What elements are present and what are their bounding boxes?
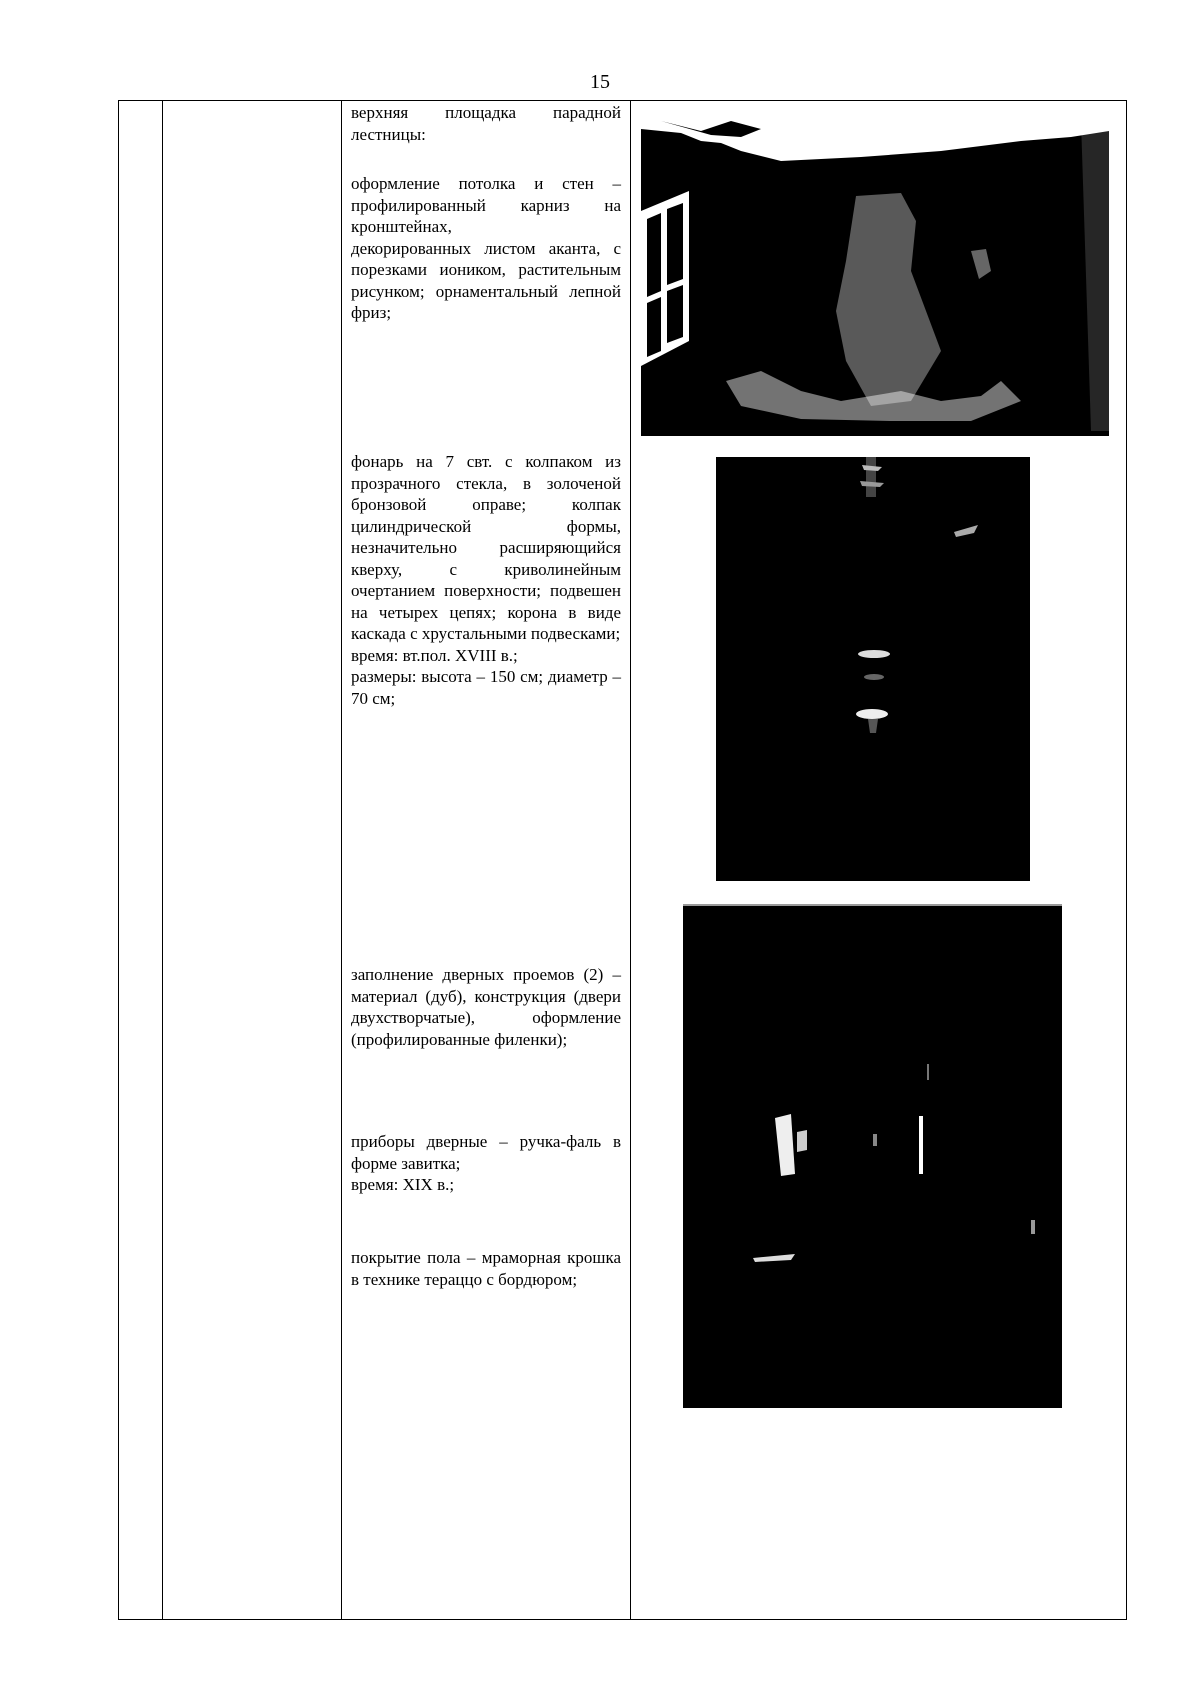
photo-cell bbox=[631, 101, 1127, 1620]
text-block-door-fittings bbox=[351, 1131, 621, 1196]
text-block-ceiling-walls bbox=[351, 173, 621, 324]
paragraph: покрытие пола – мраморная крошка в технике тераццо с бордюром; bbox=[351, 1248, 621, 1289]
name-cell bbox=[163, 101, 342, 1620]
paragraph: приборы дверные – ручка-фаль в форме завитка; bbox=[351, 1132, 621, 1173]
lantern-photo bbox=[716, 457, 1030, 881]
text-block-floor bbox=[351, 1247, 621, 1290]
ceiling-photo bbox=[641, 101, 1109, 436]
paragraph: время: вт.пол. XVIII в.; bbox=[351, 645, 518, 665]
monument-table bbox=[118, 100, 1127, 1620]
page-number: 15 bbox=[590, 71, 610, 93]
paragraph: время: XIX в.; bbox=[351, 1175, 455, 1194]
paragraph: заполнение дверных проемов (2) – материал (дуб), конструкция (двери двухстворчатые), оформление (профилированные филенки); bbox=[351, 965, 621, 1049]
description-cell bbox=[342, 101, 631, 1620]
paragraph: размеры: высота – 150 см; диаметр – 70 см; bbox=[351, 667, 621, 708]
text-block-door-openings bbox=[351, 964, 621, 1050]
paragraph: фонарь на 7 свт. с колпаком из прозрачного стекла, в золоченой бронзовой оправе; колпак цилиндрической формы, незначительно расширяющийся кверху, с криволинейным очертанием поверхности; подвешен на четырех цепях; корона в виде каскада с хрустальными подвесками; bbox=[351, 452, 621, 643]
text-block-lantern bbox=[351, 451, 621, 709]
number-cell bbox=[119, 101, 163, 1620]
paragraph: оформление потолка и стен – профилированный карниз на кронштейнах, bbox=[351, 174, 621, 236]
door-photo bbox=[683, 904, 1062, 1408]
paragraph: декорированных листом аканта, с порезками иоником, растительным рисунком; орнаментальный лепной фриз; bbox=[351, 238, 621, 322]
text-block-staircase-landing bbox=[351, 102, 621, 145]
paragraph: верхняя площадка парадной лестницы: bbox=[351, 103, 621, 144]
table-row bbox=[119, 101, 1127, 1620]
